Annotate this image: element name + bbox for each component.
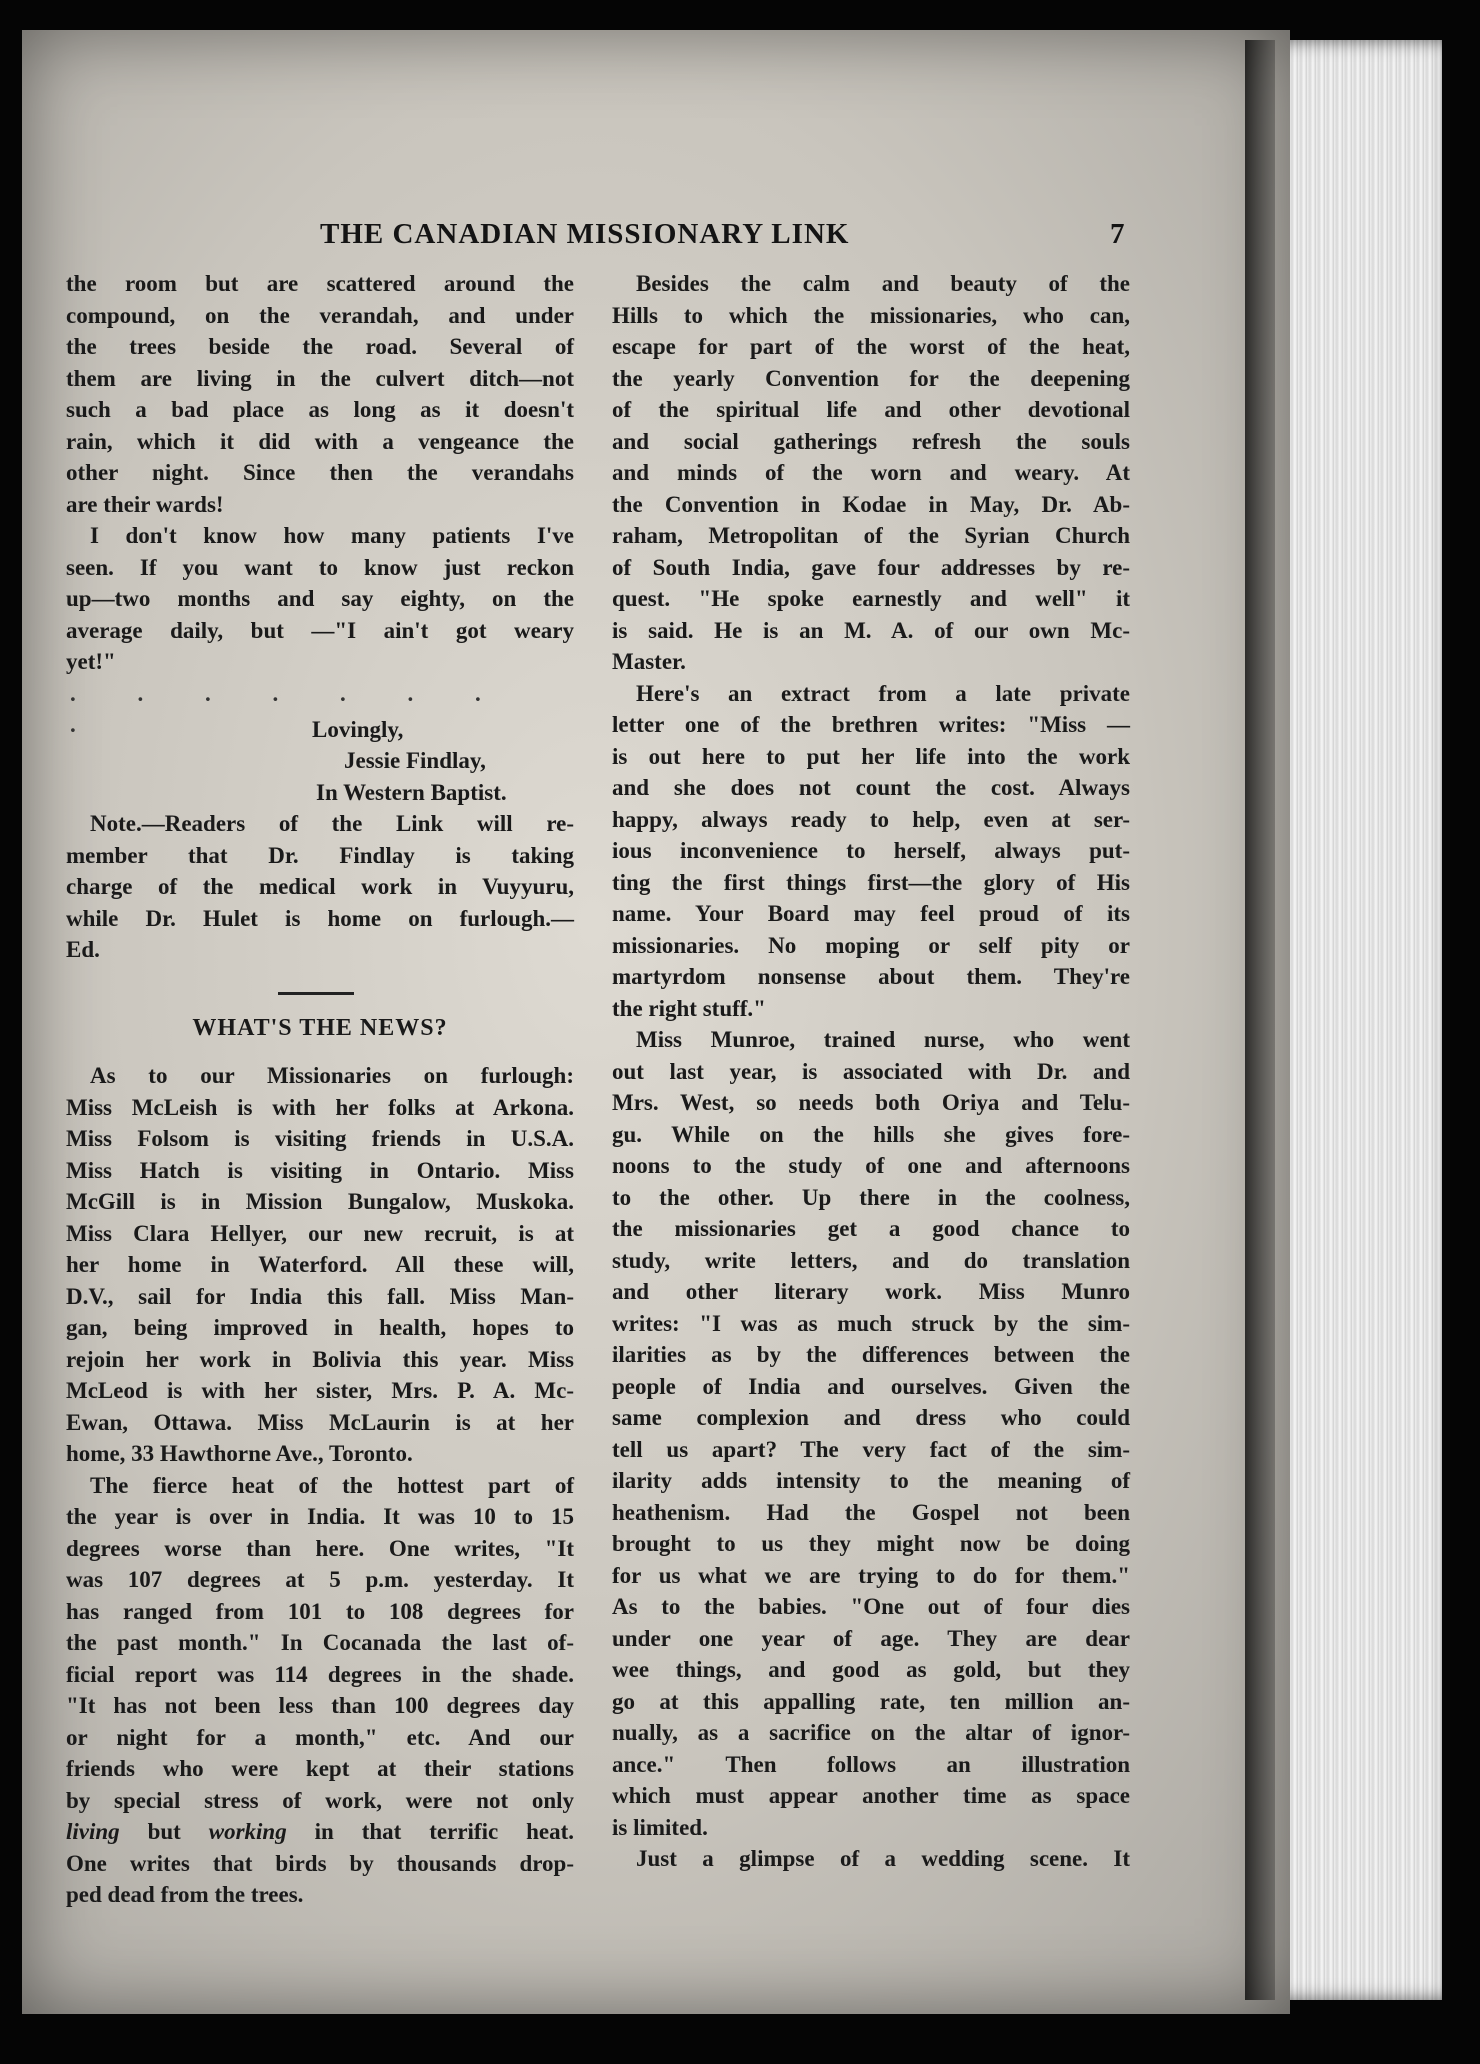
text-line: rejoin her work in Bolivia this year. Miss (66, 1346, 574, 1372)
signature-source: In Western Baptist. (316, 779, 507, 805)
text-line: raham, Metropolitan of the Syrian Church (612, 523, 1130, 548)
text-line: friends who were kept at their stations (66, 1756, 574, 1781)
text-line: people of India and ourselves. Given the (612, 1373, 1130, 1399)
text-line: seen. If you want to know just reckon (66, 554, 574, 580)
text-line: wee things, and good as gold, but they (612, 1657, 1130, 1682)
text-line: happy, always ready to help, even at ser- (612, 806, 1130, 832)
text-line: Miss Folsom is visiting friends in U.S.A. (66, 1126, 574, 1151)
letter-paragraph-2 (66, 520, 574, 678)
signature-block (66, 714, 574, 809)
text-line: ped dead from the trees. (66, 1882, 304, 1907)
munroe-paragraph (612, 1024, 1130, 1843)
text-line: are their wards! (66, 491, 224, 517)
text-line: yet!" (66, 649, 116, 674)
text-line: Ed. (66, 937, 100, 962)
text-line: The fierce heat of the hottest part of (90, 1472, 574, 1498)
section-heading: WHAT'S THE NEWS? (192, 1014, 448, 1041)
text-line: ious inconvenience to herself, always put- (612, 838, 1130, 863)
text-line: McLeod is with her sister, Mrs. P. A. Mc- (66, 1378, 574, 1403)
wedding-paragraph (612, 1843, 1130, 1875)
letter-extract-paragraph (612, 678, 1130, 1025)
text-line: by special stress of work, were not only (66, 1787, 574, 1813)
text-line: average daily, but —"I ain't got weary (66, 617, 574, 643)
text-line: up—two months and say eighty, on the (66, 586, 574, 611)
section-divider (278, 992, 354, 995)
text-line: them are living in the culvert ditch—not (66, 365, 574, 391)
text-line: D.V., sail for India this fall. Miss Man- (66, 1283, 574, 1309)
italic-word: working (208, 1819, 287, 1844)
text-line: and social gatherings refresh the souls (612, 428, 1130, 454)
text-line: Miss McLeish is with her folks at Arkona. (66, 1094, 574, 1120)
text-line: the missionaries get a good chance to (612, 1216, 1130, 1241)
text-line: while Dr. Hulet is home on furlough.— (66, 905, 574, 931)
text-line: to the other. Up there in the coolness, (612, 1184, 1130, 1210)
text-line: Miss Munroe, trained nurse, who went (636, 1027, 1130, 1052)
text-line: the trees beside the road. Several of (66, 334, 574, 359)
text-line: ance." Then follows an illustration (612, 1751, 1130, 1777)
text-line: Just a glimpse of a wedding scene. It (636, 1846, 1130, 1871)
text-line-italic-emphasis (66, 1816, 574, 1848)
text-line: member that Dr. Findlay is taking (66, 842, 574, 868)
publication-title: THE CANADIAN MISSIONARY LINK (320, 218, 850, 250)
text-line: Ewan, Ottawa. Miss McLaurin is at her (66, 1409, 574, 1435)
text-line: is limited. (612, 1814, 708, 1840)
text-line: of South India, gave four addresses by re- (612, 554, 1130, 580)
text-line: such a bad place as long as it doesn't (66, 397, 574, 422)
text-line: the right stuff." (612, 995, 766, 1021)
text-line: Here's an extract from a late private (636, 680, 1130, 706)
text-line: Miss Clara Hellyer, our new recruit, is at (66, 1220, 574, 1246)
text-line: the year is over in India. It was 10 to 15 (66, 1504, 574, 1529)
text-line: the room but are scattered around the (66, 271, 574, 296)
ellipsis-dots: . . . . . . . . (70, 680, 509, 737)
text-line: Mrs. West, so needs both Oriya and Telu- (612, 1090, 1130, 1115)
text-line: escape for part of the worst of the heat, (612, 334, 1130, 359)
signature-closing: Lovingly, (312, 716, 404, 742)
text-fragment: in that terrific heat. (286, 1819, 574, 1844)
text-line: was 107 degrees at 5 p.m. yesterday. It (66, 1567, 574, 1592)
text-line: which must appear another time as space (612, 1783, 1130, 1808)
text-line: ficial report was 114 degrees in the shade. (66, 1661, 574, 1687)
text-line: noons to the study of one and afternoons (612, 1153, 1130, 1178)
letter-paragraph-1 (66, 268, 574, 520)
page-number: 7 (1110, 218, 1126, 250)
text-line: out last year, is associated with Dr. and (612, 1058, 1130, 1084)
text-line: Hills to which the missionaries, who can, (612, 302, 1130, 328)
text-line: go at this appalling rate, ten million an- (612, 1688, 1130, 1714)
signature-name: Jessie Findlay, (344, 748, 486, 773)
text-line: charge of the medical work in Vuyyuru, (66, 874, 574, 899)
news-paragraph-2 (66, 1470, 574, 1911)
text-line: I don't know how many patients I've (90, 523, 574, 548)
text-line: McGill is in Mission Bungalow, Muskoka. (66, 1189, 574, 1214)
text-line: rain, which it did with a vengeance the (66, 428, 574, 454)
text-line: and she does not count the cost. Always (612, 775, 1130, 800)
text-line: "It has not been less than 100 degrees day (66, 1693, 574, 1718)
text-line: As to the babies. "One out of four dies (612, 1594, 1130, 1619)
italic-word: living (66, 1819, 120, 1844)
text-line: study, write letters, and do translation (612, 1247, 1130, 1273)
text-line: has ranged from 101 to 108 degrees for (66, 1598, 574, 1624)
text-line: gu. While on the hills she gives fore- (612, 1121, 1130, 1147)
text-line: and minds of the worn and weary. At (612, 460, 1130, 485)
text-line: brought to us they might now be doing (612, 1531, 1130, 1556)
text-line: of the spiritual life and other devotional (612, 397, 1130, 422)
text-line: heathenism. Had the Gospel not been (612, 1499, 1130, 1525)
text-line: tell us apart? The very fact of the sim- (612, 1436, 1130, 1462)
text-line: compound, on the verandah, and under (66, 302, 574, 328)
text-fragment: but (119, 1819, 209, 1844)
text-line: for us what we are trying to do for them." (612, 1562, 1130, 1588)
text-line: quest. "He spoke earnestly and well" it (612, 586, 1130, 611)
convention-paragraph (612, 268, 1130, 678)
left-column (66, 268, 574, 1911)
text-line: and other literary work. Miss Munro (612, 1279, 1130, 1304)
text-line: ilarity adds intensity to the meaning of (612, 1468, 1130, 1493)
text-line: martyrdom nonsense about them. They're (612, 964, 1130, 989)
text-line: her home in Waterford. All these will, (66, 1252, 574, 1277)
text-line: or night for a month," etc. And our (66, 1724, 574, 1750)
text-line: letter one of the brethren writes: "Miss — (612, 712, 1130, 737)
news-paragraph-1 (66, 1060, 574, 1470)
text-line: ting the first things first—the glory of His (612, 869, 1130, 895)
text-line: the yearly Convention for the deepening (612, 365, 1130, 391)
text-line: home, 33 Hawthorne Ave., Toronto. (66, 1441, 413, 1466)
text-line: ilarities as by the differences between the (612, 1342, 1130, 1367)
book-spine-shadow (1245, 40, 1275, 2000)
text-line: the past month." In Cocanada the last of- (66, 1630, 574, 1655)
text-line: is out here to put her life into the work (612, 743, 1130, 769)
text-line: Master. (612, 649, 686, 674)
text-line: As to our Missionaries on furlough: (90, 1063, 574, 1088)
text-line: nually, as a sacrifice on the altar of ignor- (612, 1720, 1130, 1745)
text-line: gan, being improved in health, hopes to (66, 1315, 574, 1340)
text-line: One writes that birds by thousands drop- (66, 1850, 574, 1876)
text-line: Miss Hatch is visiting in Ontario. Miss (66, 1157, 574, 1183)
text-line: writes: "I was as much struck by the sim- (612, 1310, 1130, 1336)
text-line: same complexion and dress who could (612, 1405, 1130, 1430)
text-line: under one year of age. They are dear (612, 1625, 1130, 1651)
text-line: the Convention in Kodae in May, Dr. Ab- (612, 491, 1130, 517)
editor-note (66, 808, 574, 966)
text-line: other night. Since then the verandahs (66, 460, 574, 485)
text-line: Note.—Readers of the Link will re- (90, 811, 574, 836)
text-line: missionaries. No moping or self pity or (612, 932, 1130, 958)
text-line: degrees worse than here. One writes, "It (66, 1535, 574, 1561)
text-line: is said. He is an M. A. of our own Mc- (612, 617, 1130, 643)
right-column (612, 268, 1130, 1875)
text-line: Besides the calm and beauty of the (636, 271, 1130, 296)
text-line: name. Your Board may feel proud of its (612, 901, 1130, 926)
